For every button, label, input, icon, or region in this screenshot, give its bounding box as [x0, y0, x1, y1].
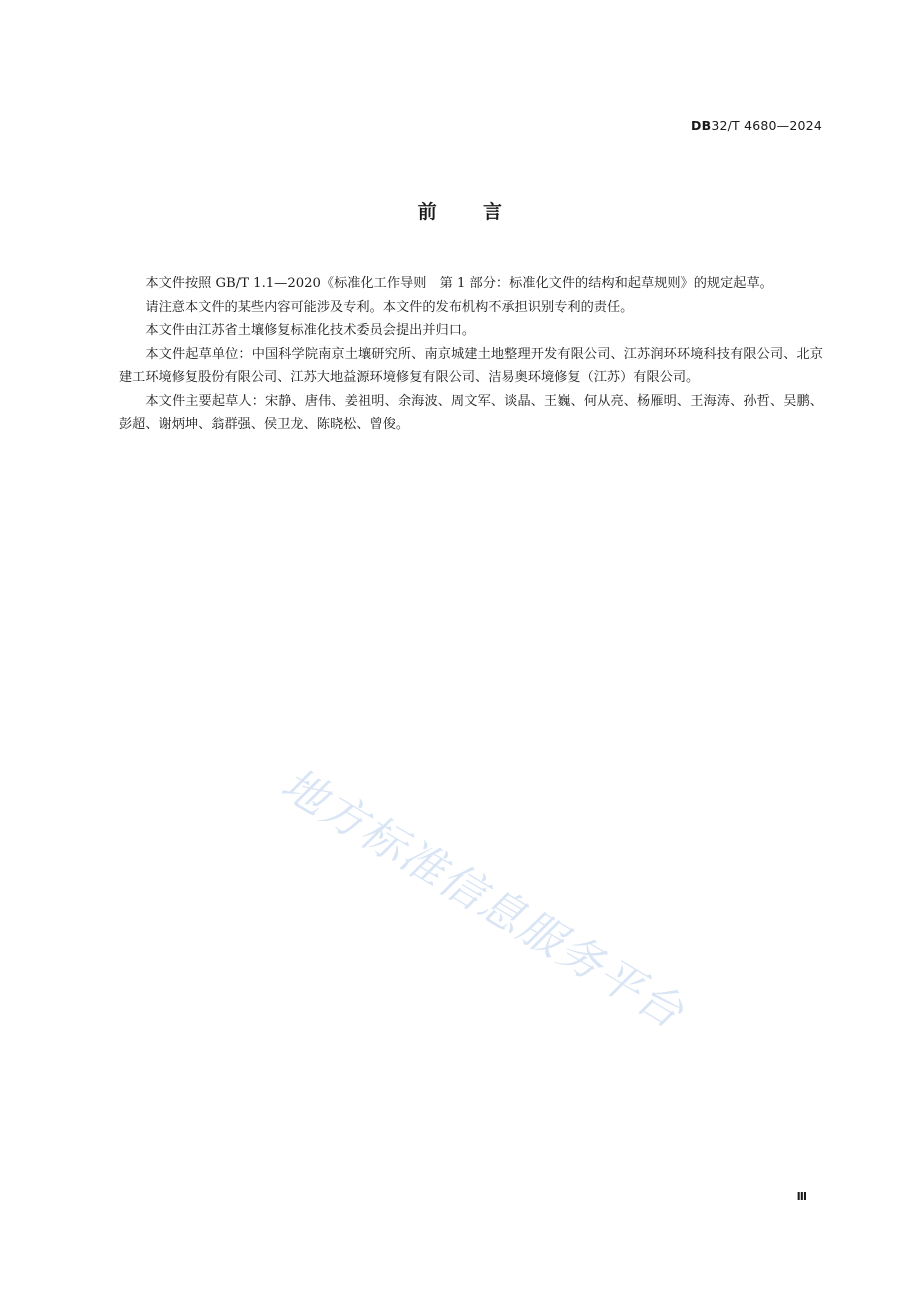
standard-number: 32/T 4680—2024	[711, 118, 822, 133]
title-char-1: 前	[417, 201, 437, 223]
paragraph-proposer: 本文件由江苏省土壤修复标准化技术委员会提出并归口。	[145, 323, 476, 338]
standard-prefix: DB	[691, 118, 712, 133]
paragraph-drafters: 本文件主要起草人：宋静、唐伟、姜祖明、余海波、周文军、谈晶、王巍、何从亮、杨雁明、王海涛、孙哲、吴鹏、彭超、谢炳坤、翁群强、侯卫龙、陈晓松、曾俊。	[119, 393, 823, 432]
foreword-body	[119, 272, 823, 437]
standard-code	[691, 118, 822, 133]
paragraph-drafting-units: 本文件起草单位：中国科学院南京土壤研究所、南京城建土地整理开发有限公司、江苏润环环境科技有限公司、北京建工环境修复股份有限公司、江苏大地益源环境修复有限公司、洁易奥环境修复（江苏）有限公司。	[119, 346, 823, 385]
title-char-2: 言	[483, 201, 503, 223]
page-title	[0, 197, 920, 224]
page-number: Ⅲ	[796, 1190, 807, 1203]
paragraph-drafting-rules: 本文件按照 GB/T 1.1—2020《标准化工作导则 第 1 部分：标准化文件的结构和起草规则》的规定起草。	[145, 276, 773, 291]
paragraph-patent-notice: 请注意本文件的某些内容可能涉及专利。本文件的发布机构不承担识别专利的责任。	[145, 299, 634, 315]
watermark-text: 地方标准信息服务平台	[272, 758, 693, 1040]
